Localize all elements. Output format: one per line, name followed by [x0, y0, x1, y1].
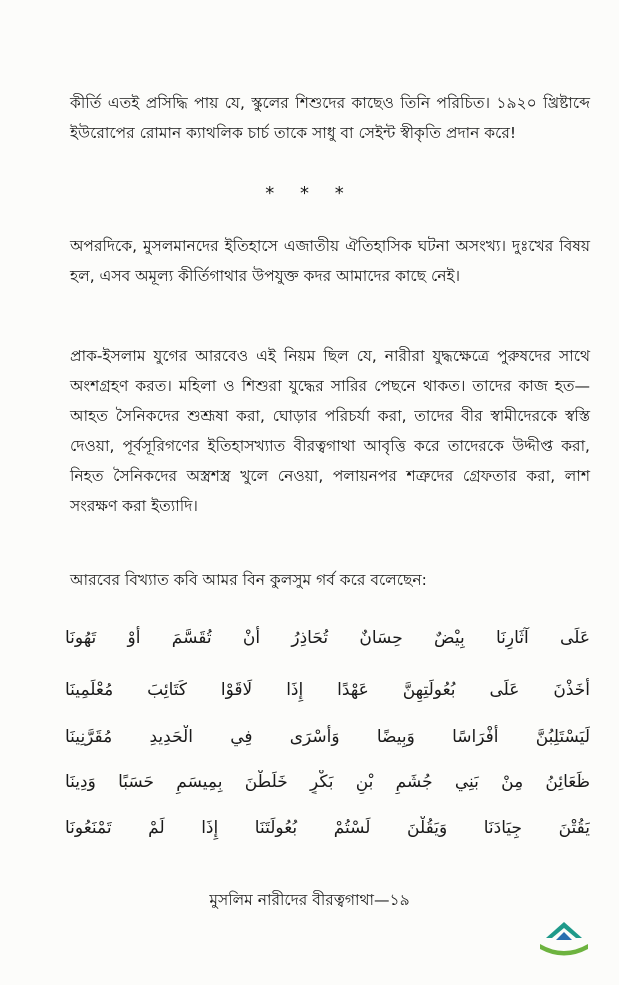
publisher-logo-icon — [534, 918, 594, 962]
paragraph-pre-islamic-women: প্রাক-ইসলাম যুগের আরবেও এই নিয়ম ছিল যে, নারীরা যুদ্ধক্ষেত্রে পুরুষদের সাথে অংশগ্রহণ করত। মহিলা ও শিশুরা যুদ্ধের সারির পেছনে থাকত। তাদের কাজ হত—আহত সৈনিকদের শুশ্রূষা করা, ঘোড়ার পরিচর্যা করা, তাদের বীর স্বামীদেরকে স্বস্তি দেওয়া, পূর্বসূরিগণের ইতিহাসখ্যাত বীরত্বগাথা আবৃত্তি করে তাদেরকে উদ্দীপ্ত করা, নিহত সৈনিকদের অস্ত্রশস্ত্র খুলে নেওয়া, পলায়নপর শত্রুদের গ্রেফতার করা, লাশ সংরক্ষণ করা ইত্যাদি। — [70, 347, 590, 515]
paragraph-canonization: কীর্তি এতই প্রসিদ্ধি পায় যে, স্কুলের শিশুদের কাছেও তিনি পরিচিত। ১৯২০ খ্রিষ্টাব্দে ইউরোপের রোমান ক্যাথলিক চার্চ তাকে সাধু বা সেইন্ট স্বীকৃতি প্রদান করে! — [70, 94, 590, 142]
paragraph-poet-intro: আরবের বিখ্যাত কবি আমর বিন কুলসুম গর্ব করে বলেছেন: — [70, 571, 427, 589]
logo-swoosh-shape — [540, 944, 588, 956]
poem-line-2: أَخَذْنَ عَلَى بُعُولَتِهِنَّ عَهْدًا إِذَا لَاقَوْا كَتَائِبَ مُعْلَمِينَا — [65, 680, 590, 700]
running-footer: মুসলিম নারীদের বীরত্বগাথা—১৯ — [209, 891, 410, 909]
section-separator: * * * — [265, 183, 354, 204]
poem-line-5: يَقُتْنَ جِيَادَنَا وَيَقُلْنَ لَسْتُمْ بُعُولَتَنَا إِذَا لَمْ تَمْنَعُونَا — [65, 818, 590, 838]
paragraph-muslim-history: অপরদিকে, মুসলমানদের ইতিহাসে এজাতীয় ঐতিহাসিক ঘটনা অসংখ্য। দুঃখের বিষয় হল, এসব অমূল্য কীর্তিগাথার উপযুক্ত কদর আমাদের কাছে নেই। — [70, 237, 590, 285]
logo-center-shape — [556, 932, 572, 940]
poem-line-3: لَيَسْتَلِبُنَّ أَفْرَاسًا وَبِيضًا وَأَسْرَى فِي الْحَدِيدِ مُقَرَّنِينَا — [65, 727, 590, 747]
poem-line-1: عَلَى آثَارِنَا بِيْضٌ حِسَانٌ تُحَاذِرُ أَنْ تُقَسَّمَ أَوْ تَهُونَا — [65, 628, 590, 648]
poem-line-4: ظَعَائِنُ مِنْ بَنِي جُشَمِ بْنِ بَكْرٍ خَلَطْنَ بِمِيسَمٍ حَسَبًا وَدِينَا — [65, 772, 590, 792]
